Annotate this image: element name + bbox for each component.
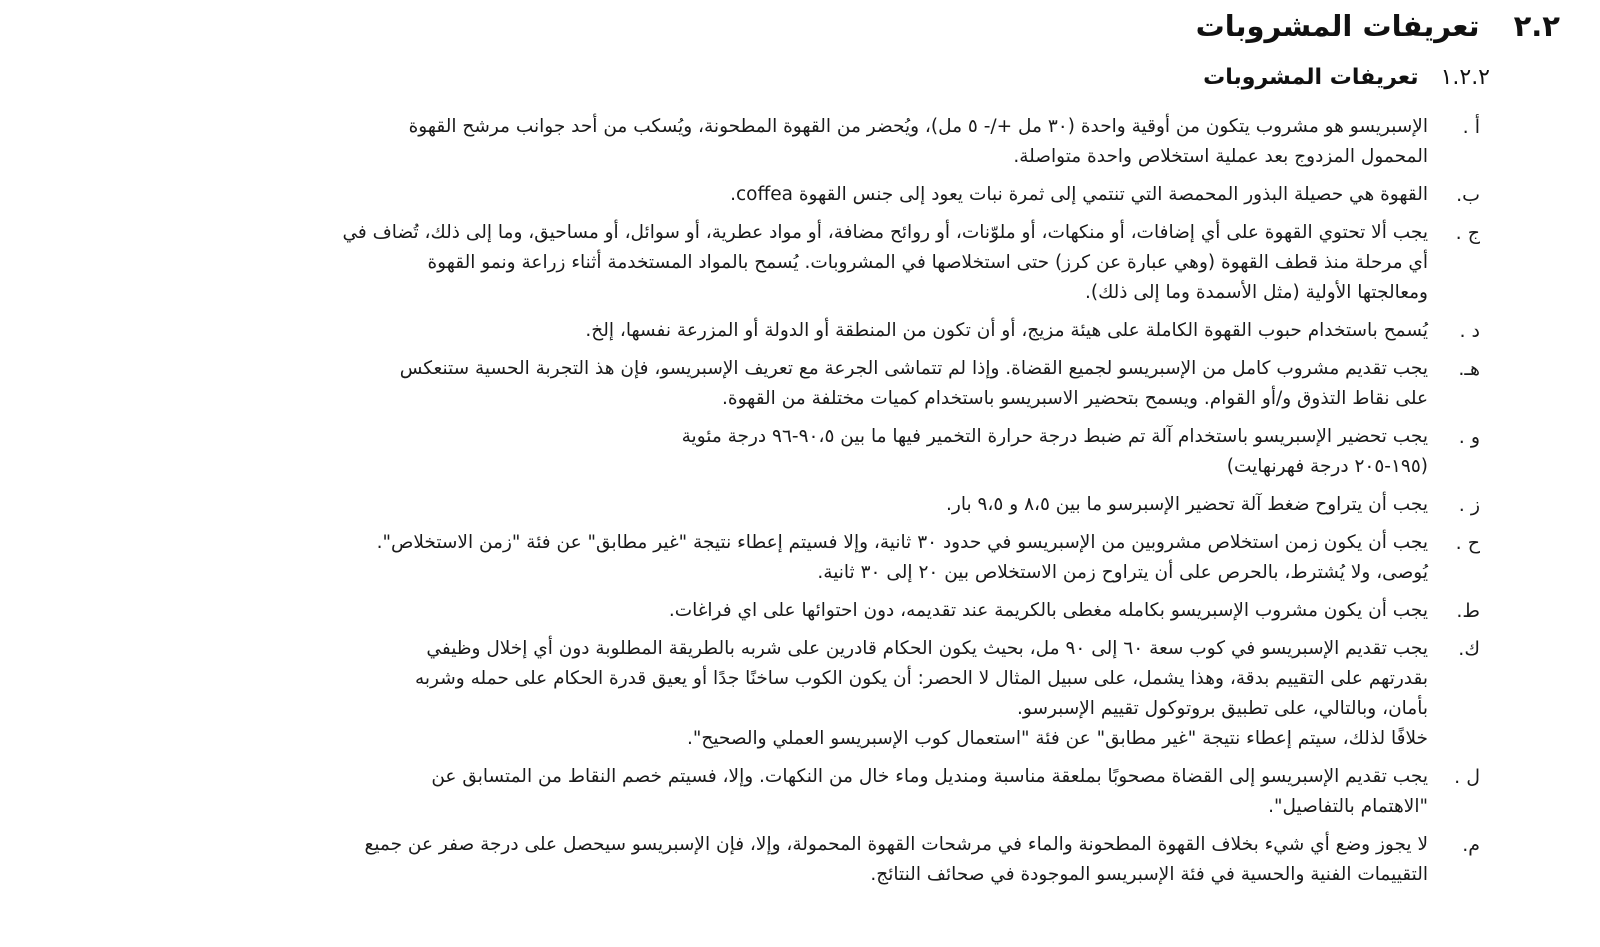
list-item-text bbox=[36, 528, 1428, 588]
subsection-number: ١.٢.٢ bbox=[1440, 65, 1490, 90]
text-line: يجب تقديم مشروب كامل من الإسبريسو لجميع القضاة. وإذا لم تتماشى الجرعة مع تعريف الإسبريسو، فإن هذ التجربة الحسية ستنعكس bbox=[399, 358, 1428, 379]
list-item-text bbox=[36, 830, 1428, 890]
list-item-text bbox=[36, 762, 1428, 822]
list-item-text bbox=[36, 316, 1428, 346]
list-item bbox=[36, 528, 1488, 588]
text-line: "الاهتمام بالتفاصيل". bbox=[1268, 796, 1428, 817]
list-item-text bbox=[36, 354, 1428, 414]
list-item-text bbox=[36, 180, 1428, 210]
text-line: القهوة هي حصيلة البذور المحمصة التي تنتمي إلى ثمرة نبات يعود إلى جنس القهوة coffea. bbox=[730, 184, 1428, 205]
list-item-marker: هـ. bbox=[1458, 358, 1480, 380]
list-item-marker: ج . bbox=[1455, 222, 1480, 244]
subsection-heading bbox=[1203, 62, 1490, 94]
list-item-marker: و . bbox=[1458, 426, 1480, 448]
text-line: بقدرتهم على التقييم بدقة، وهذا يشمل، على سبيل المثال لا الحصر: أن يكون الكوب ساخنًا جدًا أو يعيق قدرة الحكام على حمله وشربه bbox=[414, 668, 1428, 689]
list-item bbox=[36, 490, 1488, 520]
text-line: يُسمح باستخدام حبوب القهوة الكاملة على هيئة مزيج، أو أن تكون من المنطقة أو الدولة أو المزرعة نفسها، إلخ. bbox=[585, 320, 1428, 341]
text-line: التقييمات الفنية والحسية في فئة الإسبريسو الموجودة في صحائف النتائج. bbox=[870, 864, 1428, 885]
text-line: بأمان، وبالتالي، على تطبيق بروتوكول تقييم الإسبرسو. bbox=[1017, 698, 1428, 719]
text-line: يجب ألا تحتوي القهوة على أي إضافات، أو منكهات، أو ملوّنات، أو روائح مضافة، أو مواد عطرية، أو سوائل، أو مساحيق، وما إلى ذلك، تُضاف في bbox=[342, 222, 1428, 243]
list-item bbox=[36, 316, 1488, 346]
list-item bbox=[36, 218, 1488, 308]
text-line: خلافًا لذلك، سيتم إعطاء نتيجة "غير مطابق" عن فئة "استعمال كوب الإسبريسو العملي والصحيح". bbox=[687, 728, 1428, 749]
text-line: لا يجوز وضع أي شيء بخلاف القهوة المطحونة والماء في مرشحات القهوة المحمولة، وإلا، فإن الإسبريسو سيحصل على درجة صفر عن جميع bbox=[364, 834, 1428, 855]
subsection-title: تعريفات المشروبات bbox=[1203, 65, 1419, 90]
list-item-marker: ح . bbox=[1455, 532, 1480, 554]
text-line: (١٩٥-٢٠٥ درجة فهرنهايت) bbox=[1226, 456, 1428, 477]
list-item-marker: د . bbox=[1459, 320, 1480, 342]
text-line: ومعالجتها الأولية (مثل الأسمدة وما إلى ذلك). bbox=[1084, 282, 1428, 303]
list-item-text bbox=[36, 422, 1428, 482]
text-line: على نقاط التذوق و/أو القوام. ويسمح بتحضير الاسبريسو باستخدام كميات مختلفة من القهوة. bbox=[722, 388, 1428, 409]
list-item-text bbox=[36, 112, 1428, 172]
section-heading bbox=[1196, 6, 1560, 46]
text-line: يجب أن يكون زمن استخلاص مشروبين من الإسبريسو في حدود ٣٠ ثانية، وإلا فسيتم إعطاء نتيجة "غير مطابق" عن فئة "زمن الاستخلاص". bbox=[376, 532, 1428, 553]
definitions-list bbox=[36, 112, 1488, 898]
text-line: يجب تقديم الإسبريسو إلى القضاة مصحوبًا بملعقة مناسبة ومنديل وماء خال من النكهات. وإلا، فسيتم خصم النقاط من المتسابق عن bbox=[431, 766, 1428, 787]
list-item bbox=[36, 762, 1488, 822]
list-item bbox=[36, 830, 1488, 890]
text-line: أي مرحلة منذ قطف القهوة (وهي عبارة عن كرز) حتى استخلاصها في المشروبات. يُسمح بالمواد المستخدمة أثناء زراعة ونمو القهوة bbox=[427, 252, 1428, 273]
list-item-marker: م. bbox=[1462, 834, 1480, 856]
list-item-marker: ل . bbox=[1454, 766, 1480, 788]
list-item bbox=[36, 634, 1488, 754]
text-line: الإسبريسو هو مشروب يتكون من أوقية واحدة (٣٠ مل +/- ٥ مل)، ويُحضر من القهوة المطحونة، ويُسكب من أحد جوانب مرشح القهوة bbox=[408, 116, 1428, 137]
list-item bbox=[36, 354, 1488, 414]
section-number: ٢.٢ bbox=[1513, 9, 1560, 43]
section-title: تعريفات المشروبات bbox=[1195, 9, 1480, 43]
list-item bbox=[36, 596, 1488, 626]
text-line: يجب أن يكون مشروب الإسبريسو بكامله مغطى بالكريمة عند تقديمه، دون احتوائها على اي فراغات. bbox=[668, 600, 1428, 621]
text-line: يجب أن يتراوح ضغط آلة تحضير الإسبرسو ما بين ٨،٥ و ٩،٥ بار. bbox=[946, 494, 1428, 515]
list-item-text bbox=[36, 596, 1428, 626]
list-item-marker: ز . bbox=[1458, 494, 1480, 516]
list-item-text bbox=[36, 634, 1428, 754]
list-item-text bbox=[36, 490, 1428, 520]
list-item-text bbox=[36, 218, 1428, 308]
list-item-marker: ط. bbox=[1456, 600, 1480, 622]
text-line: المحمول المزدوج بعد عملية استخلاص واحدة متواصلة. bbox=[1013, 146, 1428, 167]
list-item-marker: أ . bbox=[1462, 116, 1480, 138]
list-item-marker: ب. bbox=[1456, 184, 1480, 206]
list-item bbox=[36, 112, 1488, 172]
list-item bbox=[36, 422, 1488, 482]
text-line: يجب تحضير الإسبريسو باستخدام آلة تم ضبط درجة حرارة التخمير فيها ما بين ٩٠،٥-٩٦ درجة مئوية bbox=[681, 426, 1428, 447]
list-item bbox=[36, 180, 1488, 210]
text-line: يجب تقديم الإسبريسو في كوب سعة ٦٠ إلى ٩٠ مل، بحيث يكون الحكام قادرين على شربه بالطريقة المطلوبة دون أي إخلال وظيفي bbox=[426, 638, 1428, 659]
text-line: يُوصى، ولا يُشترط، بالحرص على أن يتراوح زمن الاستخلاص بين ٢٠ إلى ٣٠ ثانية. bbox=[817, 562, 1428, 583]
list-item-marker: ك. bbox=[1458, 638, 1480, 660]
